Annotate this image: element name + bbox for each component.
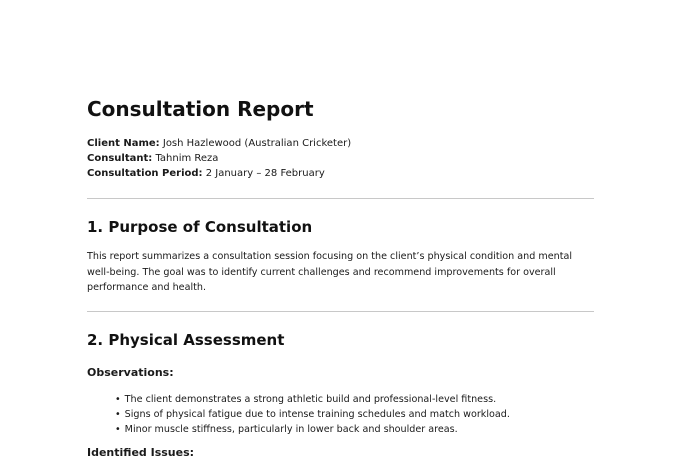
section-divider xyxy=(87,198,594,199)
consultant-label: Consultant: xyxy=(87,153,153,164)
consultation-period-row xyxy=(87,166,594,181)
consultation-period-label: Consultation Period: xyxy=(87,168,203,179)
client-name-value: Josh Hazlewood (Australian Cricketer) xyxy=(159,138,352,149)
section-divider xyxy=(87,311,594,312)
report-meta xyxy=(87,136,594,181)
list-item: • The client demonstrates a strong athletic build and professional-level fitness. xyxy=(115,392,594,407)
physical-assessment-heading: 2. Physical Assessment xyxy=(87,330,285,349)
client-name-label: Client Name: xyxy=(87,138,160,149)
purpose-paragraph: This report summarizes a consultation session focusing on the client’s physical condition and mental well-being. The goal was to identify current challenges and recommend improvements for overall performance and health. xyxy=(87,251,573,293)
consultant-value: Tahnim Reza xyxy=(152,153,219,164)
report-title: Consultation Report xyxy=(87,97,314,121)
consultation-period-value: 2 January – 28 February xyxy=(202,168,325,179)
client-name-row xyxy=(87,136,594,151)
purpose-heading: 1. Purpose of Consultation xyxy=(87,218,313,236)
observations-list xyxy=(87,392,594,437)
observations-heading: Observations: xyxy=(87,365,174,379)
identified-issues-heading: Identified Issues: xyxy=(87,445,195,459)
document xyxy=(87,94,594,461)
consultant-row xyxy=(87,151,594,166)
list-item: • Minor muscle stiffness, particularly in lower back and shoulder areas. xyxy=(115,422,594,437)
list-item: • Signs of physical fatigue due to intense training schedules and match workload. xyxy=(115,407,594,422)
